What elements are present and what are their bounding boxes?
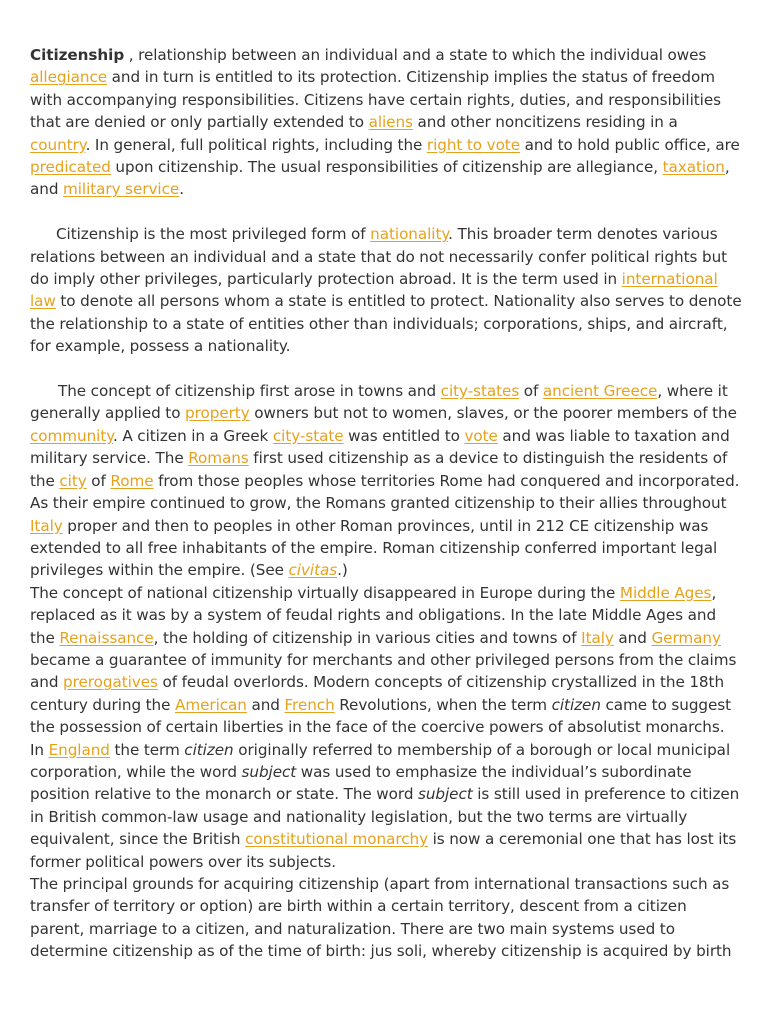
link-nationality[interactable]: nationality	[370, 225, 449, 244]
text-run: was entitled to	[343, 426, 465, 445]
link-military-service[interactable]: military service	[63, 180, 180, 199]
link-vote[interactable]: vote	[464, 426, 498, 445]
link-italy[interactable]: Italy	[30, 516, 63, 535]
text-run: The concept of national citizenship virtually disappeared in Europe during the	[30, 583, 620, 602]
text-run: proper and then to peoples in other Roman provinces, until in 212 CE citizenship was extended to all free inhabitants of the empire. Roman citizenship conferred important legal privileges within the empire. (See	[30, 516, 718, 580]
link-property[interactable]: property	[185, 404, 250, 423]
link-community[interactable]: community	[30, 426, 114, 445]
emphasized-term: citizen	[551, 695, 601, 714]
link-germany[interactable]: Germany	[651, 628, 721, 647]
text-run: first used citizenship as a device to distinguish the residents of the	[30, 449, 728, 490]
link-ancient-greece[interactable]: ancient Greece	[542, 382, 658, 401]
emphasized-term: subject	[417, 785, 473, 804]
text-run: to denote all persons whom a state is entitled to protect. Nationality also serves to denote the relationship to a state of entities other than individuals; corporations, ships, and aircraft, for example, possess a nationality.	[30, 292, 742, 356]
text-run: was used to emphasize the individual’s subordinate position relative to the monarch or state. The word	[30, 762, 692, 804]
text-run: of	[86, 471, 111, 490]
text-run: .	[179, 180, 184, 199]
link-constitutional-monarchy[interactable]: constitutional monarchy	[245, 830, 429, 849]
link-renaissance[interactable]: Renaissance	[59, 628, 154, 647]
text-run: is now a ceremonial one that has lost its former political powers over its subjects.	[30, 830, 737, 871]
text-run: Revolutions, when the term	[334, 695, 552, 714]
link-civitas[interactable]: civitas	[288, 561, 338, 580]
text-run: the term	[109, 740, 185, 759]
text-run: . A citizen in a Greek	[113, 426, 273, 445]
paragraph-acquisition	[30, 873, 742, 963]
text-run: and other noncitizens residing in a	[412, 113, 678, 132]
emphasized-term: citizen	[184, 740, 234, 759]
paragraph-nationality	[30, 223, 742, 357]
article-body	[30, 44, 742, 963]
article-term: Citizenship	[30, 46, 125, 64]
text-run: of	[519, 382, 543, 401]
text-run: , replaced as it was by a system of feudal rights and obligations. In the late Middle Ages and the	[30, 583, 717, 647]
link-prerogatives[interactable]: prerogatives	[63, 673, 158, 692]
link-country[interactable]: country	[30, 135, 86, 154]
text-run: from those peoples whose territories Rome had conquered and incorporated. As their empire continued to grow, the Romans granted citizenship to their allies throughout	[30, 471, 740, 513]
link-middle-ages[interactable]: Middle Ages	[619, 583, 712, 602]
text-run: .)	[337, 561, 348, 580]
link-city-states[interactable]: city-states	[440, 382, 520, 401]
link-international-law[interactable]: international law	[30, 270, 718, 311]
link-romans[interactable]: Romans	[188, 449, 249, 468]
text-run: of feudal overlords. Modern concepts of citizenship crystallized in the 18th century during the	[30, 673, 725, 714]
link-rome[interactable]: Rome	[110, 471, 154, 490]
text-run: and was liable to taxation and military service. The	[30, 426, 730, 468]
text-run: , and	[30, 158, 730, 199]
text-run: . This broader term denotes various relations between an individual and a state that do not necessarily confer political rights but do imply other privileges, particularly protection abroad. It is the term used in	[30, 225, 728, 289]
link-predicated[interactable]: predicated	[30, 158, 111, 177]
text-run: , where it generally applied to	[30, 382, 728, 423]
text-run: and in turn is entitled to its protection. Citizenship implies the status of freedom with accompanying responsibilities. Citizens have certain rights, duties, and responsibilities that are denied or only partially extended to	[30, 68, 721, 132]
link-city-state[interactable]: city-state	[272, 426, 344, 445]
text-run: became a guarantee of immunity for merchants and other privileged persons from the claims and	[30, 650, 737, 692]
text-run: , the holding of citizenship in various cities and towns of	[153, 628, 582, 647]
text-run: Citizenship is the most privileged form of	[56, 225, 371, 244]
link-american[interactable]: American	[175, 695, 247, 714]
link-aliens[interactable]: aliens	[368, 113, 413, 132]
text-run: upon citizenship. The usual responsibilities of citizenship are allegiance,	[110, 158, 663, 177]
text-run: is still used in preference to citizen in British common-law usage and nationality legislation, but the two terms are virtually equivalent, since the British	[30, 785, 740, 849]
text-run: and	[246, 695, 285, 714]
link-taxation[interactable]: taxation	[662, 158, 725, 177]
text-run: originally referred to membership of a borough or local municipal corporation, while the word	[30, 740, 731, 781]
paragraph-definition	[30, 44, 742, 201]
link-allegiance[interactable]: allegiance	[30, 68, 108, 87]
text-run: , relationship between an individual and a state to which the individual owes	[124, 46, 707, 64]
text-run: The principal grounds for acquiring citizenship (apart from international transactions such as transfer of territory or option) are birth within a certain territory, descent from a citizen parent, marriage to a citizen, and naturalization. There are two main systems used to determine citizenship as of the time of birth: jus soli, whereby citizenship is acquired by birth	[30, 875, 732, 961]
link-england[interactable]: England	[48, 740, 110, 759]
text-run: The concept of citizenship first arose in towns and	[58, 382, 441, 401]
paragraph-history-modern	[30, 582, 742, 873]
link-city[interactable]: city	[59, 471, 87, 490]
link-right-to-vote[interactable]: right to vote	[426, 135, 521, 154]
link-french[interactable]: French	[284, 695, 335, 714]
text-run: owners but not to women, slaves, or the poorer members of the	[249, 404, 737, 423]
text-run: came to suggest the possession of certain liberties in the face of the coercive powers of absolutist monarchs. In	[30, 695, 732, 759]
paragraph-history-ancient	[30, 380, 742, 582]
text-run: and to hold public office, are	[520, 135, 740, 154]
text-run: and	[613, 628, 652, 647]
emphasized-term: subject	[241, 762, 297, 781]
link-italy[interactable]: Italy	[581, 628, 614, 647]
text-run: . In general, full political rights, including the	[85, 135, 427, 154]
